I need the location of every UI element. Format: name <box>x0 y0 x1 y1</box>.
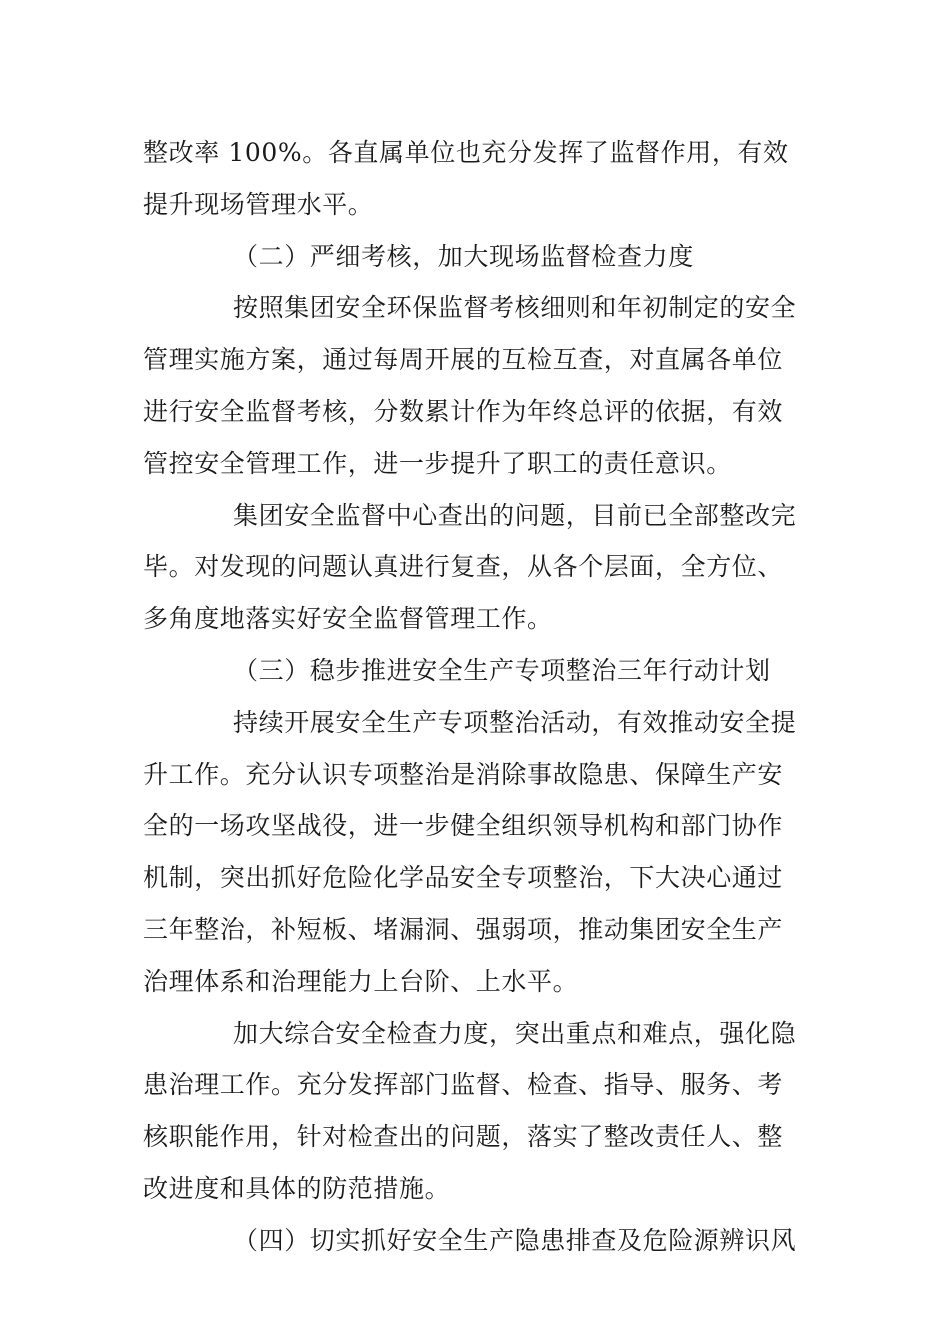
paragraph-first-line: 持续开展安全生产专项整治活动，有效推动安全提 <box>233 707 797 737</box>
text-line: 管理实施方案，通过每周开展的互检互查，对直属各单位 <box>143 345 784 375</box>
text-line: 治理体系和治理能力上台阶、上水平。 <box>143 966 579 996</box>
section-heading: （二）严细考核，加大现场监督检查力度 <box>233 241 694 271</box>
paragraph-first-line: 集团安全监督中心查出的问题，目前已全部整改完 <box>233 500 797 530</box>
text-line: 患治理工作。充分发挥部门监督、检查、指导、服务、考 <box>143 1070 784 1100</box>
text-line: 毕。对发现的问题认真进行复查，从各个层面，全方位、 <box>143 552 784 582</box>
section-heading: （三）稳步推进安全生产专项整治三年行动计划 <box>233 655 771 685</box>
text-line: 管控安全管理工作，进一步提升了职工的责任意识。 <box>143 448 732 478</box>
text-line: 提升现场管理水平。 <box>143 189 374 219</box>
paragraph-first-line: 加大综合安全检查力度，突出重点和难点，强化隐 <box>233 1018 797 1048</box>
paragraph-first-line: 按照集团安全环保监督考核细则和年初制定的安全 <box>233 293 797 323</box>
section-heading: （四）切实抓好安全生产隐患排查及危险源辨识风 <box>233 1225 797 1255</box>
text-line: 全的一场攻坚战役，进一步健全组织领导机构和部门协作 <box>143 811 784 841</box>
text-line: 机制，突出抓好危险化学品安全专项整治，下大决心通过 <box>143 863 784 893</box>
text-line: 升工作。充分认识专项整治是消除事故隐患、保障生产安 <box>143 759 784 789</box>
text-line: 多角度地落实好安全监督管理工作。 <box>143 604 553 634</box>
text-line: 核职能作用，针对检查出的问题，落实了整改责任人、整 <box>143 1122 784 1152</box>
text-line: 整改率 100%。各直属单位也充分发挥了监督作用，有效 <box>143 138 789 167</box>
text-line: 改进度和具体的防范措施。 <box>143 1173 451 1203</box>
document-page <box>143 127 805 1267</box>
text-line: 进行安全监督考核，分数累计作为年终总评的依据，有效 <box>143 396 784 426</box>
text-line: 三年整治，补短板、堵漏洞、强弱项，推动集团安全生产 <box>143 914 784 944</box>
